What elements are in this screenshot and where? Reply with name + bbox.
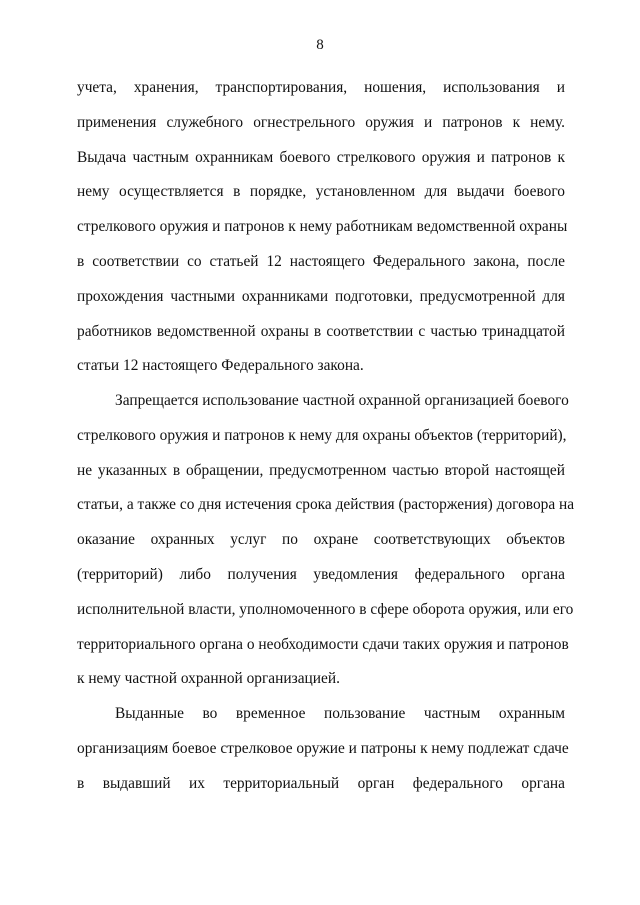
text-line: учета, хранения, транспортирования, ношения, использования и (77, 79, 565, 96)
text-line: организациям боевое стрелковое оружие и патроны к нему подлежат сдаче (77, 739, 569, 757)
paragraph-3 (77, 697, 569, 801)
text-line: Выдача частным охранникам боевого стрелкового оружия и патронов к (77, 148, 565, 166)
paragraph-1 (77, 71, 568, 384)
text-line: исполнительной власти, уполномоченного в сфере оборота оружия, или его (77, 600, 574, 618)
text-line: стрелкового оружия и патронов к нему работникам ведомственной охраны (77, 218, 568, 236)
text-line: к нему частной охранной организацией. (77, 670, 340, 688)
text-line: территориального органа о необходимости сдачи таких оружия и патронов (77, 635, 569, 653)
text-line: Выданные во временное пользование частным охранным (115, 705, 565, 722)
paragraph-2 (77, 384, 575, 697)
text-line: статьи, а также со дня истечения срока действия (расторжения) договора на (77, 496, 575, 514)
text-line: применения служебного огнестрельного оружия и патронов к нему. (77, 113, 565, 131)
text-line: работников ведомственной охраны в соответствии с частью тринадцатой (77, 322, 565, 340)
text-line: Запрещается использование частной охранной организацией боевого (115, 392, 569, 409)
text-line: нему осуществляется в порядке, установленном для выдачи боевого (77, 183, 565, 201)
text-line: стрелкового оружия и патронов к нему для охраны объектов (территорий), (77, 426, 567, 444)
page-number: 8 (316, 37, 324, 53)
text-line: в соответствии со статьей 12 настоящего Федерального закона, после (77, 252, 565, 270)
text-line: статьи 12 настоящего Федерального закона. (77, 357, 364, 375)
text-line: в выдавший их территориальный орган федерального органа (77, 774, 565, 792)
text-line: не указанных в обращении, предусмотренном частью второй настоящей (77, 461, 565, 479)
text-line: прохождения частными охранниками подготовки, предусмотренной для (77, 287, 565, 305)
text-line: (территорий) либо получения уведомления федерального органа (77, 565, 565, 583)
text-line: оказание охранных услуг по охране соответствующих объектов (77, 531, 565, 549)
